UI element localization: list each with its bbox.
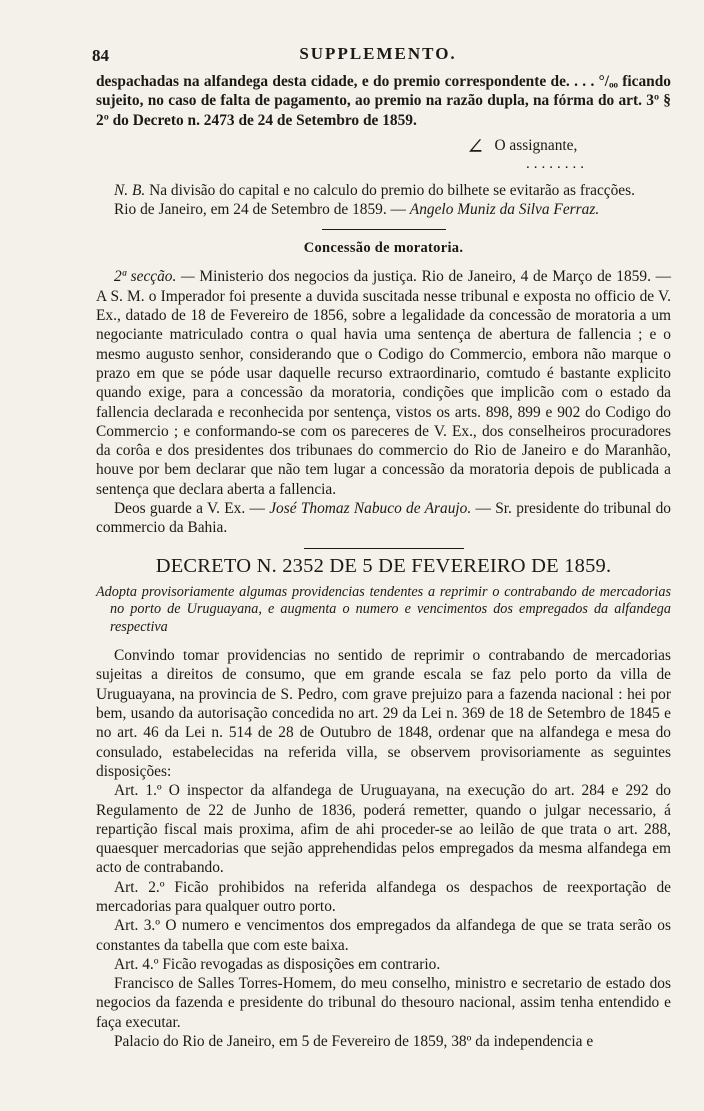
place-date-name: Angelo Muniz da Silva Ferraz. (409, 201, 600, 219)
note-label: N. B. (114, 181, 146, 199)
note-text: Na divisão do capital e no calculo do premio do bilhete se evitarão as fracções. (149, 181, 635, 199)
article-4: Art. 4.º Ficão revogadas as disposições em contrario. (114, 955, 441, 973)
decree-signature-paragraph: Francisco de Salles Torres-Homem, do meu conselho, ministro e secretario de estado dos negocios da fazenda e presidente do tribunal do thesouro nacional, assim tenha entendido e faça executar. (96, 975, 671, 1031)
page-number: 84 (92, 46, 109, 65)
page-header (92, 40, 664, 68)
signer-line (466, 133, 671, 159)
decree-summary (96, 584, 671, 637)
continuation-paragraph: despachadas na alfandega desta cidade, e do premio correspondente de. . . . °/ₒₒ ficando sujeito, no caso de falta de pagamento, ao premio na razão dupla, na fórma do art. 3º § 2º do Decreto n. 2473 de 24 de Setembro de 1859. (96, 73, 671, 129)
running-title: SUPPLEMENTO. (299, 44, 457, 63)
moratoria-title: Concessão de moratoria. (303, 240, 464, 257)
moratoria-closing (96, 499, 671, 538)
moratoria-body: Ministerio dos negocios da justiça. Rio de Janeiro, 4 de Março de 1859. — A S. M. o Imperador foi presente a duvida suscitada nesse tribunal e exposta no officio de V. Ex., datado de 18 de Fevereiro de 1856, sobre a legalidade da concessão de moratoria a um negociante matriculado contra o qual havia uma sentença de abertura de fallencia ; e o mesmo augusto senhor, considerando que o Codigo do Commercio, embora não marque o prazo em que se póde usar daquelle recurso extraordinario, comtudo é bastante explicito quando exige, para a concessão da moratoria, condições que implicão com o estado da fallencia declarada e reconhecida por sentença, vistos os arts. 898, 899 e 902 do Codigo do Commercio ; e conformando-se com os pareceres de V. Ex., dos conselheiros procuradores da corôa e dos presidentes dos tribunaes do commercio do Rio de Janeiro e do Maranhão, houve por bem declarar que não tem lugar a concessão da moratoria depois de publicada a sentença que declara aberta a fallencia. (96, 268, 671, 498)
article-3: Art. 3.º O numero e vencimentos dos empregados da alfandega de que se trata serão os constantes da tabella que com este baixa. (96, 917, 671, 954)
article-1: Art. 1.º O inspector da alfandega de Uruguayana, na execução do art. 284 e 292 do Regulamento de 22 de Junho de 1836, poderá remetter, quando o julgar necessario, á repartição fiscal mais proxima, afim de ahi proceder-se ao leilão de que trata o art. 288, quaesquer mercadorias que sejão apprehendidas pelos empregados da mesma alfandega em acto de contrabando. (96, 782, 671, 877)
decree-palace-line: Palacio do Rio de Janeiro, em 5 de Fevereiro de 1859, 38º da independencia e (114, 1033, 594, 1051)
signature-dots: ........ (526, 155, 588, 172)
article-2: Art. 2.º Ficão prohibidos na referida alfandega os despachos de reexportação de mercadorias para qualquer outro porto. (96, 878, 671, 915)
signer-text: O assignante, (494, 136, 578, 154)
place-date-text: Rio de Janeiro, em 24 de Setembro de 1859. — (114, 201, 406, 219)
moratoria-section: 2ª secção. — (114, 268, 195, 286)
closing-end: — Sr. presidente do tribunal do commercio da Bahia. (96, 500, 672, 537)
closing-start: Deos guarde a V. Ex. — (114, 500, 265, 518)
decree-divider (304, 548, 464, 549)
page-body (96, 72, 671, 1051)
moratoria-body-paragraph (96, 267, 671, 499)
decree-title: DECRETO N. 2352 DE 5 DE FEVEREIRO DE 1859. (155, 554, 612, 577)
signer-mark-icon: ∠ (466, 133, 485, 159)
note-paragraph (96, 181, 671, 200)
place-date-paragraph (96, 200, 671, 219)
section-divider (322, 229, 446, 230)
closing-name: José Thomaz Nabuco de Araujo. (269, 500, 472, 518)
decree-summary-text: Adopta provisoriamente algumas providencias tendentes a reprimir o contrabando de mercadorias no porto de Uruguayana, e augmenta o numero e vencimentos dos empregados da alfandega respectiva (96, 583, 671, 635)
decree-preamble: Convindo tomar providencias no sentido de reprimir o contrabando de mercadorias sujeitas a direitos de consumo, que em grande escala se faz pelo porto da villa de Uruguayana, na provincia de S. Pedro, com grave prejuizo para a fazenda nacional : hei por bem, usando da autorisação concedida no art. 29 da Lei n. 369 de 18 de Setembro de 1845 e no art. 46 da Lei n. 514 de 28 de Outubro de 1848, ordenar que na alfandega e mesa do consulado, estabelecidas na referida villa, se observem provisoriamente as seguintes disposições: (96, 647, 671, 780)
